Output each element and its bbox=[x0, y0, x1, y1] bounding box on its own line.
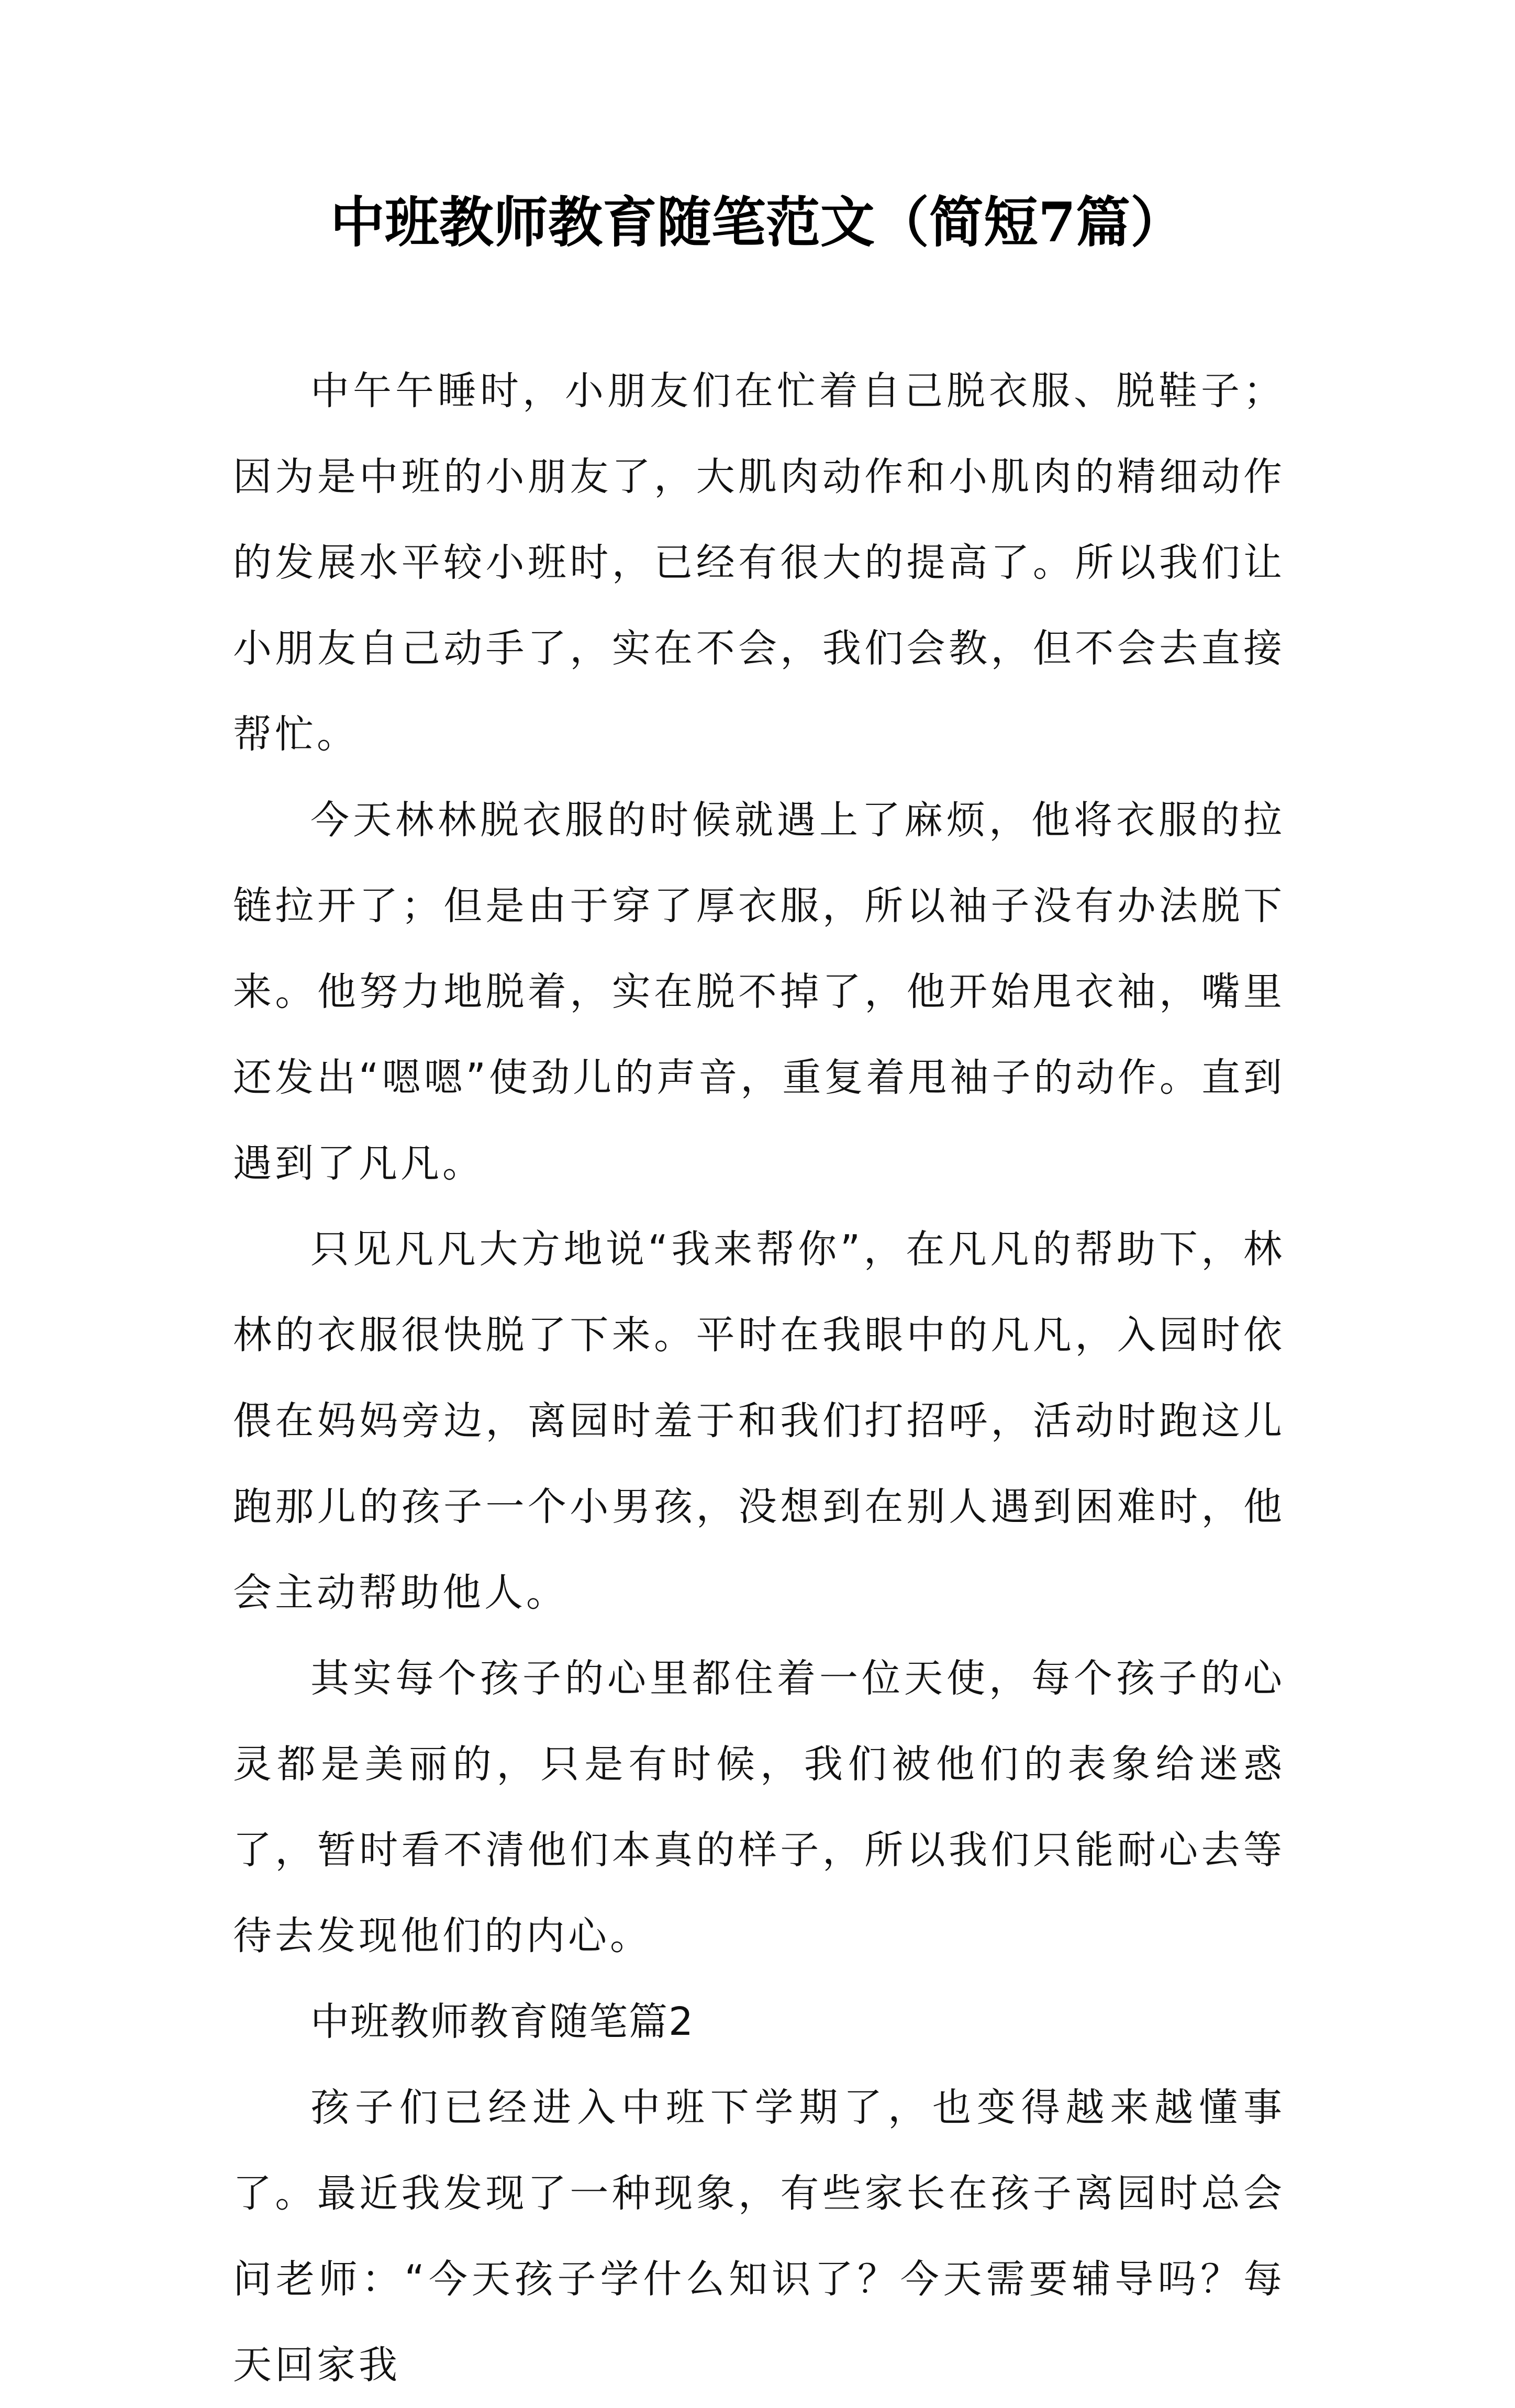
paragraph: 今天林林脱衣服的时候就遇上了麻烦，他将衣服的拉链拉开了；但是由于穿了厚衣服，所以袖子没有办法脱下来。他努力地脱着，实在脱不掉了，他开始甩衣袖，嘴里还发出“嗯嗯”使劲儿的声音，重复着甩袖子的动作。直到遇到了凡凡。 bbox=[233, 798, 1285, 1186]
document-title: 中班教师教育随笔范文（简短7篇） bbox=[330, 190, 1185, 254]
paragraph: 其实每个孩子的心里都住着一位天使，每个孩子的心灵都是美丽的，只是有时候，我们被他们的表象给迷惑了，暂时看不清他们本真的样子，所以我们只能耐心去等待去发现他们的内心。 bbox=[233, 1656, 1285, 1958]
section-heading: 中班教师教育随笔篇2 bbox=[310, 1999, 695, 2044]
paragraph: 只见凡凡大方地说“我来帮你”，在凡凡的帮助下，林林的衣服很快脱了下来。平时在我眼中的凡凡，入园时依偎在妈妈旁边，离园时羞于和我们打招呼，活动时跑这儿跑那儿的孩子一个小男孩，没想到在别人遇到困难时，他会主动帮助他人。 bbox=[233, 1227, 1285, 1615]
paragraph: 中午午睡时，小朋友们在忙着自己脱衣服、脱鞋子；因为是中班的小朋友了，大肌肉动作和小肌肉的精细动作的发展水平较小班时，已经有很大的提高了。所以我们让小朋友自己动手了，实在不会，我们会教，但不会去直接帮忙。 bbox=[233, 368, 1285, 757]
document-body bbox=[233, 348, 1285, 2408]
paragraph: 孩子们已经进入中班下学期了，也变得越来越懂事了。最近我发现了一种现象，有些家长在孩子离园时总会问老师：“今天孩子学什么知识了？今天需要辅导吗？每天回家我 bbox=[233, 2085, 1285, 2388]
